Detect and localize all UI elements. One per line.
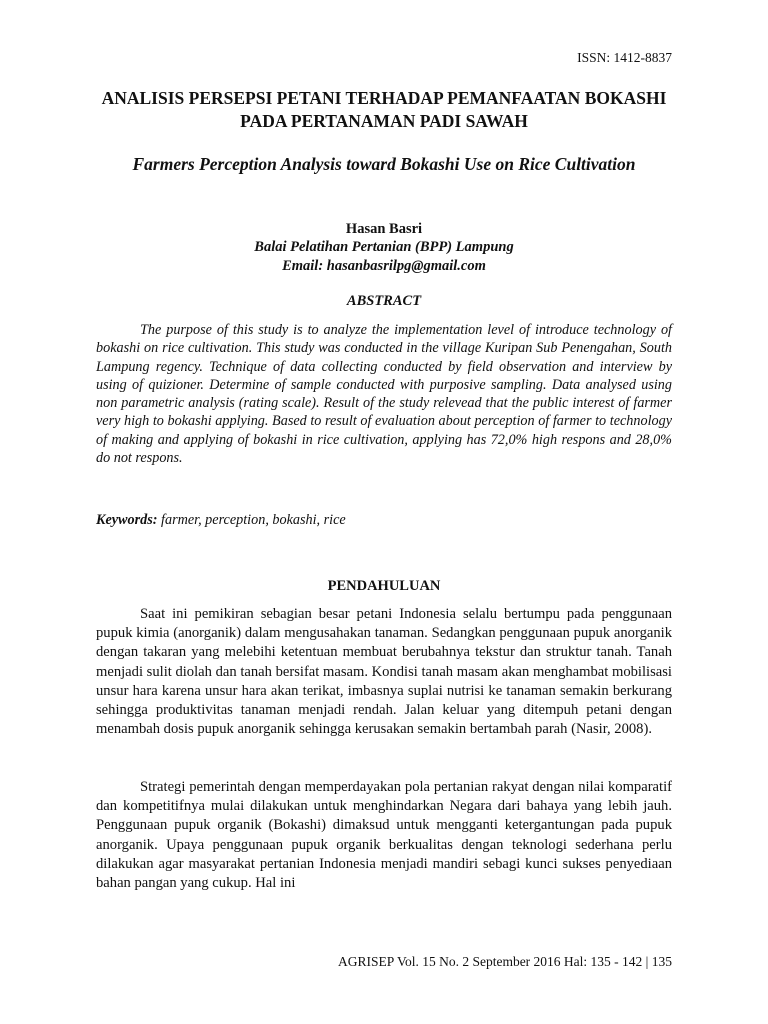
issn-label: ISSN: 1412-8837	[577, 50, 672, 65]
abstract-heading: ABSTRACT	[346, 293, 422, 309]
keywords	[96, 512, 672, 529]
author-affiliation: Balai Pelatihan Pertanian (BPP) Lampung	[254, 239, 514, 255]
keywords-text: farmer, perception, bokashi, rice	[157, 512, 346, 528]
body-paragraph: Strategi pemerintah dengan memperdayakan pola pertanian rakyat dengan nilai komparatif dan kompetitifnya mulai dilakukan untuk menghindarkan Negara dari bahaya yang lebih jauh. Penggunaan pupuk organik (Bokashi) dimaksud untuk mengganti ketergantungan pada pupuk anorganik. Upaya penggunaan pupuk organik berkualitas dengan teknologi sederhana perlu dilakukan agar masyarakat pertanian Indonesia menjadi mandiri sebagi kunci sukses penyediaan bahan pangan yang cukup. Hal ini	[96, 779, 672, 892]
author-email: Email: hasanbasrilpg@gmail.com	[282, 258, 486, 274]
author-name: Hasan Basri	[345, 221, 423, 237]
article-title: ANALISIS PERSEPSI PETANI TERHADAP PEMANFAATAN BOKASHI PADA PERTANAMAN PADI SAWAH	[101, 88, 667, 131]
page-footer: AGRISEP Vol. 15 No. 2 September 2016 Hal: 135 - 142 | 135	[338, 954, 672, 969]
article-subtitle: Farmers Perception Analysis toward Bokashi Use on Rice Cultivation	[132, 154, 636, 174]
section-heading: PENDAHULUAN	[327, 578, 441, 594]
keywords-label: Keywords:	[96, 512, 158, 528]
abstract-text: The purpose of this study is to analyze the implementation level of introduce technology of bokashi on rice cultivation. This study was conducted in the village Kuripan Sub Penengahan, South Lampung regency. Technique of data collecting conducted by field observation and interview by using of quizioner. Determine of sample conducted with purposive sampling. Data analysed using non parametric analysis (rating scale). Result of the study relevead that the public interest of farmer very high to bokashi applying. Based to result of evaluation about perception of farmer to technology of making and applying of bokashi in rice cultivation, applying has 72,0% high respons and 28,0% do not respons.	[96, 322, 672, 467]
body-paragraph: Saat ini pemikiran sebagian besar petani Indonesia selalu bertumpu pada penggunaan pupuk kimia (anorganik) dalam mengusahakan tanaman. Sedangkan penggunaan pupuk anorganik dengan takaran yang melebihi ketentuan membuat berubahnya tekstur dan struktur tanah. Tanah menjadi sulit diolah dan tanah bersifat masam. Kondisi tanah masam akan menghambat mobilisasi unsur hara karena unsur hara akan terikat, imbasnya suplai nutrisi ke tanaman semakin berkurang sehingga produktivitas tanaman menjadi rendah. Jalan keluar yang ditempuh petani dengan menambah dosis pupuk anorganik sehingga kerusakan semakin bertambah parah (Nasir, 2008).	[96, 606, 672, 738]
